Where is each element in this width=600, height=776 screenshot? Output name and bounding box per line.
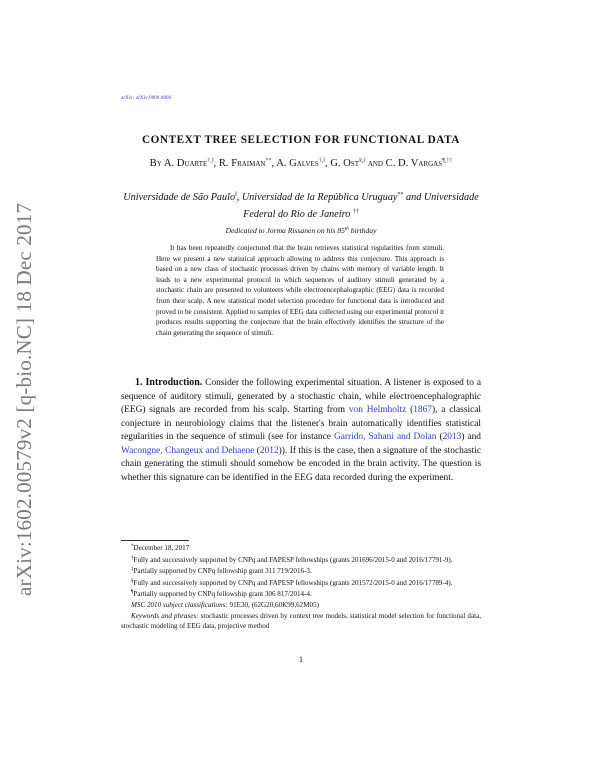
intro-text: )). If this is the case, then a signature of the stochastic chain generating the stimuli should somehow be encoded in the brain activity. The question is whether this signature can be identified in the EEG data recorded during the experiment. <box>121 445 481 483</box>
author-footnote-link[interactable]: ** <box>265 158 272 164</box>
abstract-text: It has been repeatedly conjectured that the brain retrieves statistical regularities from stimuli. Here we present a new statistical approach allowing to address this conjecture. This approach is based on a new class of stochastic processes driven by chains with memory of variable length. It leads to a new experimental protocol in which sequences of auditory stimuli generated by a stochastic chain are presented to volunteers while electroencephalographic (EEG) data is recorded from their scalp. A new statistical model selection procedure for functional data is introduced and proved to be consistent. Applied to samples of EEG data collected using our experimental protocol it produces results supporting the conjecture that the brain effectively identifies the structure of the chain generating the sequence of stimuli. <box>156 244 444 337</box>
citation-link[interactable]: von Helmholtz <box>348 405 407 415</box>
footnotes <box>121 542 481 632</box>
footnote <box>121 565 481 577</box>
author-list <box>121 155 481 170</box>
introduction-section <box>121 376 481 485</box>
footnote <box>121 588 481 600</box>
footnote-text: Partially supported by CNPq fellowship grant 306 817/2014-4. <box>133 590 312 599</box>
dedication <box>121 226 481 235</box>
footnote-text: Fully and successively supported by CNPq and FAPESP fellowships (grants 201572/2015-0 and 2016/17789-4). <box>133 578 453 587</box>
keywords <box>121 611 481 632</box>
footnote <box>121 542 481 554</box>
author-name: , G. Ost <box>324 158 359 169</box>
affiliation: Universidade de São Paulo <box>123 192 236 203</box>
arxiv-identifier: arXiv:1602.00579v2 [q-bio.NC] 18 Dec 2017 <box>12 202 36 596</box>
intro-text: ) and <box>461 432 481 442</box>
dedication-sup: th <box>344 227 349 232</box>
author-name: , A. Galves <box>271 158 319 169</box>
paper-title: CONTEXT TREE SELECTION FOR FUNCTIONAL DATA <box>141 134 461 146</box>
footnote-text: December 18, 2017 <box>133 544 190 552</box>
intro-text: , a classical conjecture in neurobiology claims that the listener's brain automatically identifies statistical regularities in the sequence of stimuli (see for instance <box>121 405 482 442</box>
author-footnote-link[interactable]: †,‖ <box>318 158 325 164</box>
footnote-text: Partially supported by CNPq fellowship grant 311 719/2016-3. <box>133 567 312 576</box>
author-footnote-link[interactable]: †,‖ <box>207 158 214 164</box>
msc-label: MSC 2010 subject classifications: <box>131 600 228 609</box>
citation-year-link[interactable]: 2012 <box>259 445 279 456</box>
affiliations <box>121 188 481 222</box>
intro-text: ( <box>436 432 443 442</box>
msc-codes: 91E30, (62G20,60K99,62M05) <box>227 600 319 609</box>
intro-paragraph <box>121 376 481 485</box>
footnote-mark: * <box>131 544 134 549</box>
citation-year-link[interactable]: 1867 <box>413 405 432 415</box>
intro-text: Consider the following experimental situation. A listener is exposed to a sequence of auditory stimuli, generated by a stochastic chain, while electroencephalographic (EEG) signals are recorded from his scalp. Starting from <box>121 378 481 415</box>
arxiv-link[interactable]: arXiv: arXiv:0000.0000 <box>121 96 172 101</box>
affiliation: and Universidade Federal do Rio de Janeiro <box>243 192 479 220</box>
footnote-text: Fully and successively supported by CNPq and FAPESP fellowships (grants 201696/2015-0 and 2016/17791-9). <box>133 555 453 564</box>
affiliation-mark: †† <box>352 209 359 215</box>
footnote <box>121 554 481 566</box>
citation-link[interactable]: Wacongne, Changeux and Dehaene <box>121 445 255 456</box>
keywords-text: stochastic processes driven by context tree models, statistical model selection for functional data, stochastic modeling of EEG data, projective method <box>121 611 481 631</box>
dedication-tail: birthday <box>348 226 377 235</box>
intro-text: ( <box>406 405 414 415</box>
intro-text: ) <box>431 405 436 415</box>
intro-text: ( <box>254 445 260 456</box>
footnote-mark: § <box>131 578 134 584</box>
affiliation-mark: ‖ <box>235 192 237 198</box>
citation-link[interactable]: Garrido, Sahani and Dolan <box>333 432 437 442</box>
affiliation-mark: ** <box>397 192 404 198</box>
author-footnote-link[interactable]: ¶,†† <box>442 158 453 164</box>
keywords-label: Keywords and phrases: <box>131 611 199 620</box>
author-by: By A. Duarte <box>149 158 208 169</box>
footnote-mark: ¶ <box>131 590 134 596</box>
dedication-text: Dedicated to Jorma Rissanen on his 85 <box>225 226 345 235</box>
footnote-mark: ‡ <box>131 567 134 573</box>
footnote-rule <box>121 540 189 541</box>
abstract <box>156 243 444 338</box>
footnote-mark: † <box>131 555 134 561</box>
footnote <box>121 577 481 589</box>
author-footnote-link[interactable]: §,‖ <box>358 158 366 164</box>
page-number: 1 <box>298 654 304 664</box>
citation-year-link[interactable]: 2013 <box>442 432 462 442</box>
affiliation: , Universidad de la República Uruguay <box>236 192 398 203</box>
section-heading: 1. Introduction. <box>135 377 203 388</box>
author-name: and C. D. Vargas <box>365 158 443 169</box>
msc-classification <box>121 600 481 611</box>
author-name: , R. Fraiman <box>213 158 266 169</box>
